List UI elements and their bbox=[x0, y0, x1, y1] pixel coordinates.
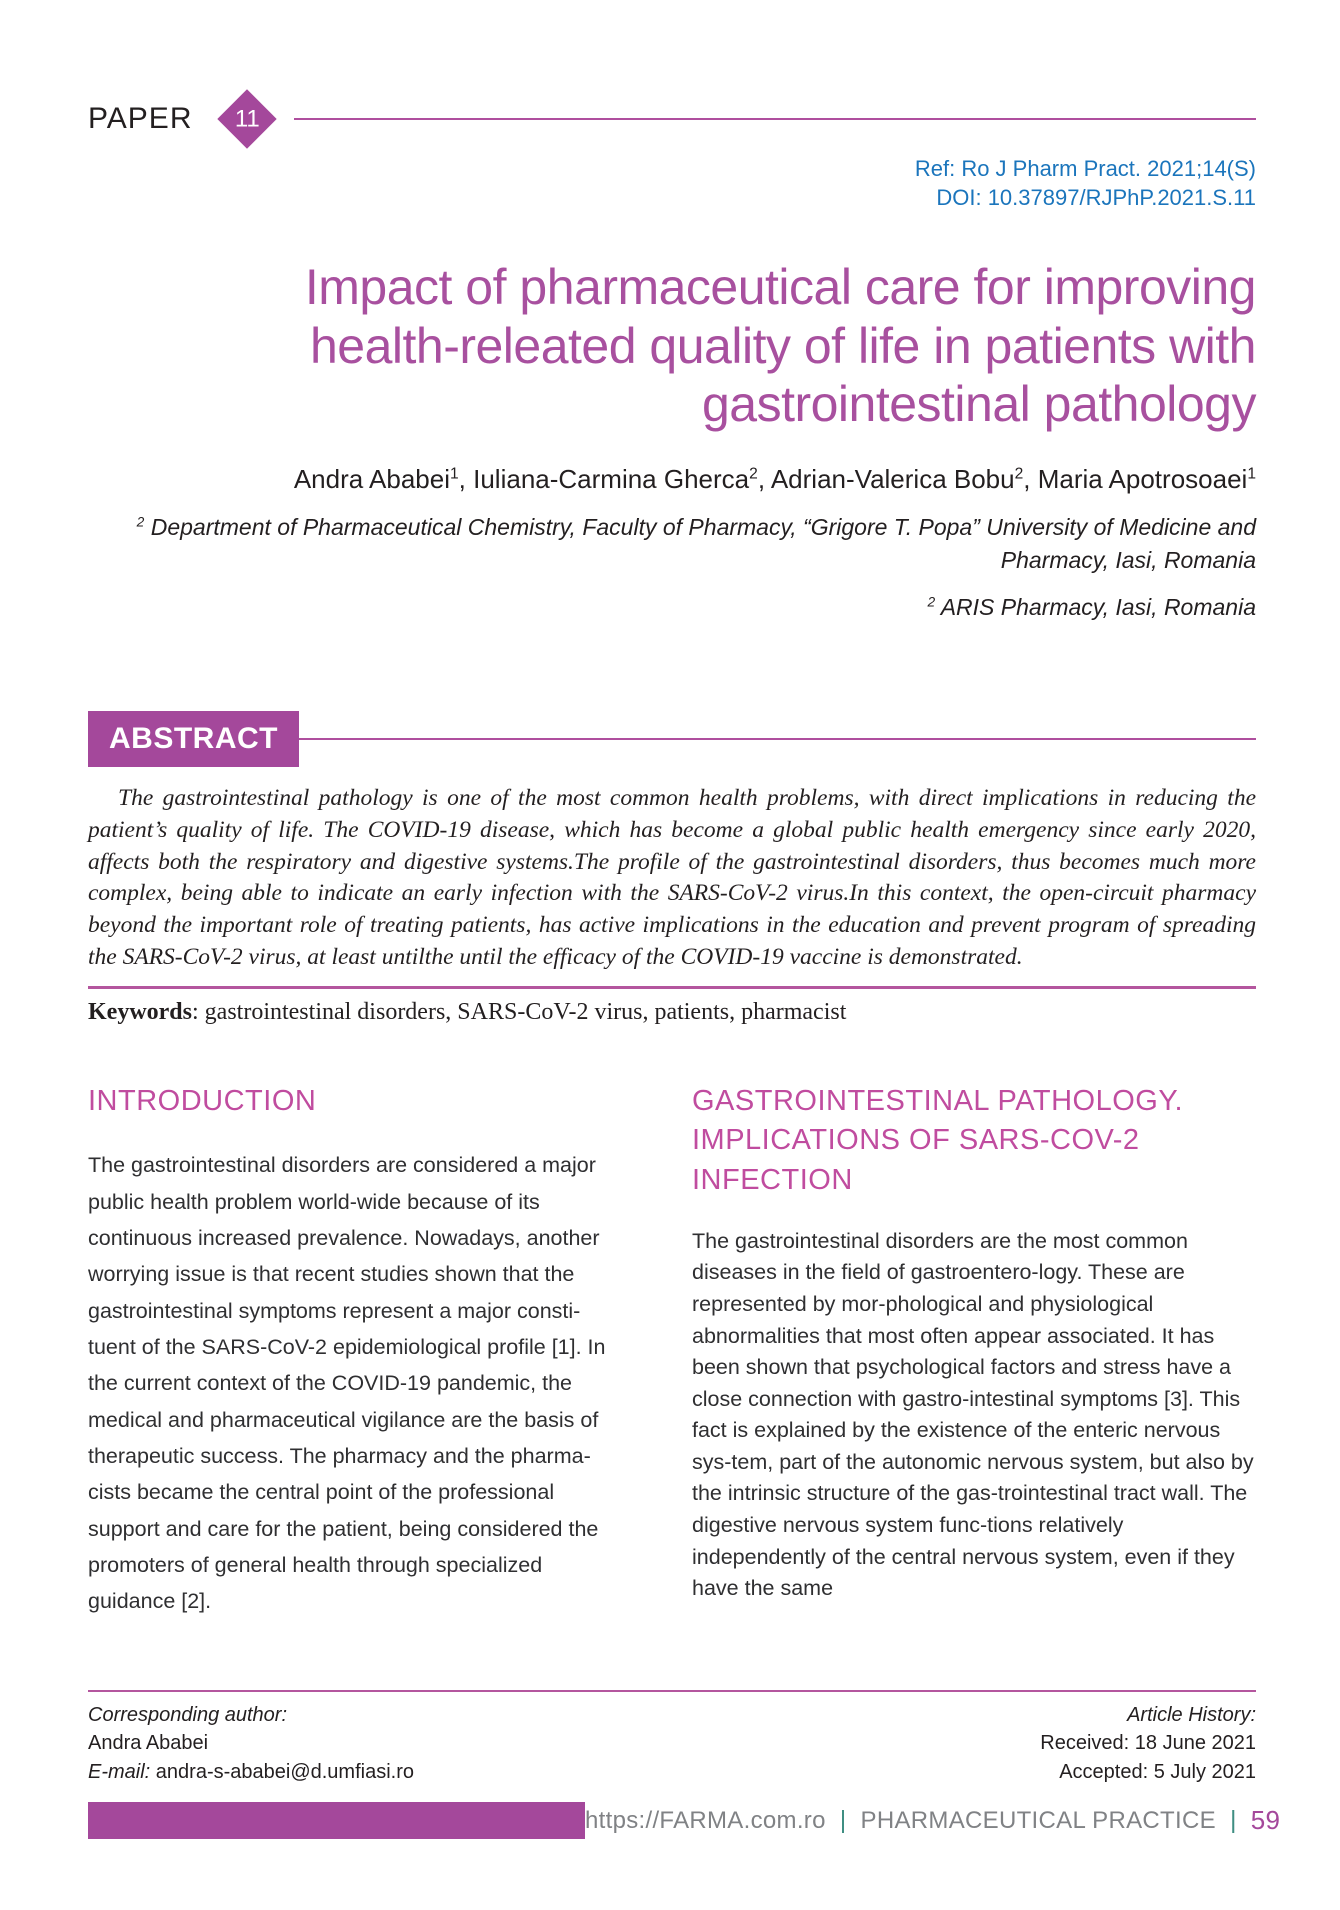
email-label: E-mail: bbox=[88, 1760, 151, 1783]
author-name: , Adrian-Valerica Bobu bbox=[757, 463, 1015, 494]
author-name: Andra Ababei bbox=[293, 463, 450, 494]
section-body-gastrointestinal-pathology: The gastrointestinal disorders are the most common diseases in the field of gastroentero-logy. These are represented by mor-phological and physiological abnormalities that most often appear associated. It has been shown that psychological factors and stress have a close connection with gastro-intestinal symptoms [3]. This fact is explained by the existence of the enteric nervous sys-tem, part of the autonomic nervous system, but also by the intrinsic structure of the gas-trointestinal tract wall. The digestive nervous system func-tions relatively independently of the central nervous system, even if they have the same bbox=[692, 1228, 1254, 1601]
footer-separator: | bbox=[839, 1806, 847, 1834]
section-heading-introduction bbox=[88, 1082, 612, 1121]
author-affiliation-mark: 1 bbox=[1247, 464, 1256, 482]
citation-block bbox=[88, 154, 1256, 212]
article-history-block bbox=[1040, 1701, 1256, 1786]
paper-kicker: PAPER bbox=[88, 102, 193, 135]
page-footer bbox=[88, 1690, 1256, 1786]
corresponding-author-label: Corresponding author: bbox=[88, 1704, 288, 1726]
article-title bbox=[88, 258, 1256, 434]
abstract-rule bbox=[299, 738, 1256, 740]
column-introduction bbox=[88, 1082, 612, 1619]
affiliation-text: ARIS Pharmacy, Iasi, Romania bbox=[935, 594, 1256, 621]
keywords-rule bbox=[88, 986, 1256, 989]
abstract-header bbox=[88, 711, 1256, 767]
corresponding-author-email bbox=[88, 1758, 414, 1786]
journal-section-name: PHARMACEUTICAL PRACTICE bbox=[860, 1806, 1216, 1834]
article-received-date: Received: 18 June 2021 bbox=[1040, 1732, 1256, 1755]
article-title-line: Impact of pharmaceutical care for improving bbox=[304, 259, 1256, 316]
author-affiliation-mark: 1 bbox=[449, 464, 459, 482]
affiliation bbox=[88, 591, 1256, 624]
section-heading-line: INFECTION bbox=[692, 1163, 853, 1196]
footer-accent-bar bbox=[88, 1802, 585, 1839]
corresponding-author-name: Andra Ababei bbox=[88, 1732, 209, 1755]
section-heading-gastrointestinal-pathology bbox=[692, 1082, 1256, 1199]
citation-doi: DOI: 10.37897/RJPhP.2021.S.11 bbox=[936, 185, 1256, 211]
email-value: andra-s-ababei@d.umfiasi.ro bbox=[150, 1760, 414, 1783]
author-affiliation-mark: 2 bbox=[749, 464, 758, 482]
article-body-columns bbox=[88, 1082, 1256, 1619]
abstract-text: The gastrointestinal pathology is one of the most common health problems, with direct implications in reducing the patient’s quality of life. The COVID-19 disease, which has become a global public health emergency since early 2020, affects both the respiratory and digestive systems.The profile of the gastrointestinal disorders, thus becomes much more complex, being able to indicate an early infection with the SARS-CoV-2 virus.In this context, the open-circuit pharmacy beyond the important role of treating patients, has active implications in the education and prevent program of spreading the SARS-CoV-2 virus, at least untilthe until the efficacy of the COVID-19 vaccine is demonstrated. bbox=[88, 784, 1256, 971]
paper-number: 11 bbox=[235, 104, 260, 132]
keywords-label: Keywords bbox=[88, 999, 192, 1026]
article-title-line: health-releated quality of life in patients with bbox=[309, 317, 1256, 374]
affiliation-mark: 2 bbox=[136, 513, 145, 529]
abstract-heading: ABSTRACT bbox=[88, 711, 299, 767]
section-heading-line: INTRODUCTION bbox=[88, 1085, 317, 1118]
journal-url: https://FARMA.com.ro bbox=[585, 1806, 826, 1834]
author-name: , Maria Apotrosoaei bbox=[1023, 463, 1248, 494]
keywords-text: : gastrointestinal disorders, SARS-CoV-2 virus, patients, pharmacist bbox=[192, 999, 847, 1026]
article-title-line: gastrointestinal pathology bbox=[701, 376, 1256, 433]
citation-ref: Ref: Ro J Pharm Pract. 2021;14(S) bbox=[914, 156, 1256, 181]
affiliation-mark: 2 bbox=[927, 594, 936, 610]
paper-number-diamond-icon bbox=[218, 89, 277, 148]
section-heading-line: GASTROINTESTINAL PATHOLOGY. bbox=[692, 1085, 1184, 1118]
column-gastrointestinal-pathology bbox=[692, 1082, 1256, 1619]
corresponding-author-block bbox=[88, 1701, 414, 1786]
header-rule bbox=[294, 118, 1256, 120]
author-list bbox=[88, 464, 1256, 495]
keywords-line bbox=[88, 999, 1256, 1026]
section-heading-line: IMPLICATIONS OF SARS-COV-2 bbox=[692, 1124, 1140, 1157]
author-name: , Iuliana-Carmina Gherca bbox=[458, 463, 750, 494]
paper-header bbox=[88, 96, 1256, 142]
affiliation bbox=[88, 511, 1256, 578]
article-accepted-date: Accepted: 5 July 2021 bbox=[1059, 1760, 1256, 1783]
section-body-introduction: The gastrointestinal disorders are considered a major public health problem world-wide because of its continuous increased prevalence. Nowadays, another worrying issue is that recent studies shown that the gastrointestinal symptoms represent a major consti-tuent of the SARS-CoV-2 epidemiological profile [1]. In the current context of the COVID-19 pandemic, the medical and pharmaceutical vigilance are the basis of therapeutic success. The pharmacy and the pharma-cists became the central point of the professional support and care for the patient, being considered the promoters of general health through specialized guidance [2]. bbox=[88, 1153, 606, 1614]
footer-separator: | bbox=[1229, 1806, 1237, 1834]
page-number: 59 bbox=[1250, 1805, 1281, 1835]
page-content bbox=[0, 96, 1340, 1620]
journal-footer-text bbox=[585, 1805, 1280, 1836]
author-affiliation-mark: 2 bbox=[1014, 464, 1024, 482]
affiliation-text: Department of Pharmaceutical Chemistry, Faculty of Pharmacy, “Grigore T. Popa” University of Medicine and Pharmacy, Iasi, Romania bbox=[144, 513, 1256, 573]
journal-footer-bar bbox=[88, 1802, 1281, 1839]
article-history-label: Article History: bbox=[1127, 1704, 1256, 1726]
